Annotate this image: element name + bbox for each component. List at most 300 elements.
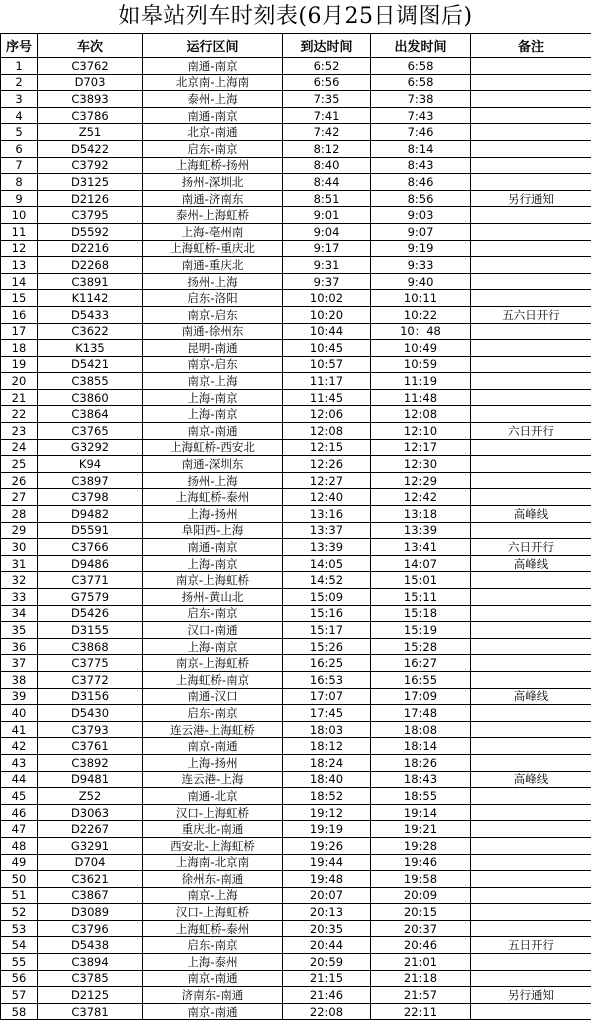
header-row: [1, 34, 591, 58]
cell-train-number: C3867: [38, 887, 143, 904]
cell-arrival: 12:06: [283, 406, 371, 423]
cell-route: 扬州-上海: [143, 273, 283, 290]
cell-departure: 20:15: [371, 904, 471, 921]
cell-route: 连云港-上海: [143, 771, 283, 788]
cell-remarks: [471, 589, 591, 606]
cell-departure: 20:37: [371, 920, 471, 937]
cell-departure: 18:08: [371, 721, 471, 738]
cell-train-number: C3621: [38, 871, 143, 888]
table-row: [1, 290, 591, 307]
cell-departure: 12:10: [371, 423, 471, 440]
cell-seq: 46: [1, 804, 38, 821]
cell-arrival: 18:24: [283, 754, 371, 771]
cell-arrival: 18:52: [283, 788, 371, 805]
cell-departure: 19:46: [371, 854, 471, 871]
cell-departure: 19:58: [371, 871, 471, 888]
cell-train-number: D9486: [38, 555, 143, 572]
table-row: [1, 1003, 591, 1020]
cell-train-number: C3868: [38, 638, 143, 655]
cell-arrival: 15:26: [283, 638, 371, 655]
cell-remarks: [471, 489, 591, 506]
cell-train-number: D5592: [38, 223, 143, 240]
cell-seq: 51: [1, 887, 38, 904]
cell-arrival: 13:37: [283, 522, 371, 539]
cell-remarks: [471, 174, 591, 191]
cell-remarks: [471, 522, 591, 539]
table-row: [1, 306, 591, 323]
cell-train-number: D5426: [38, 605, 143, 622]
cell-route: 南通-南京: [143, 107, 283, 124]
cell-remarks: [471, 389, 591, 406]
cell-remarks: [471, 240, 591, 257]
cell-arrival: 9:37: [283, 273, 371, 290]
cell-remarks: [471, 837, 591, 854]
cell-departure: 14:07: [371, 555, 471, 572]
cell-route: 启东-南京: [143, 605, 283, 622]
cell-route: 启东-南京: [143, 937, 283, 954]
cell-remarks: [471, 356, 591, 373]
table-row: [1, 140, 591, 157]
cell-route: 汉口-南通: [143, 622, 283, 639]
cell-remarks: [471, 904, 591, 921]
cell-arrival: 9:17: [283, 240, 371, 257]
cell-route: 上海虹桥-泰州: [143, 489, 283, 506]
table-row: [1, 954, 591, 971]
cell-arrival: 20:44: [283, 937, 371, 954]
cell-remarks: [471, 970, 591, 987]
cell-arrival: 10:44: [283, 323, 371, 340]
cell-train-number: C3771: [38, 572, 143, 589]
cell-arrival: 16:25: [283, 655, 371, 672]
cell-remarks: [471, 58, 591, 75]
cell-train-number: C3893: [38, 91, 143, 108]
cell-train-number: D5422: [38, 140, 143, 157]
cell-departure: 7:43: [371, 107, 471, 124]
cell-route: 阜阳西-上海: [143, 522, 283, 539]
cell-remarks: [471, 340, 591, 357]
cell-arrival: 9:31: [283, 257, 371, 274]
cell-departure: 11:48: [371, 389, 471, 406]
cell-route: 南通-南京: [143, 58, 283, 75]
cell-train-number: Z51: [38, 124, 143, 141]
cell-remarks: [471, 887, 591, 904]
table-row: [1, 423, 591, 440]
cell-arrival: 7:42: [283, 124, 371, 141]
cell-seq: 16: [1, 306, 38, 323]
header-train: 车次: [38, 34, 143, 58]
cell-seq: 29: [1, 522, 38, 539]
cell-remarks: 五六日开行: [471, 306, 591, 323]
cell-train-number: D3063: [38, 804, 143, 821]
table-row: [1, 257, 591, 274]
cell-arrival: 15:16: [283, 605, 371, 622]
cell-remarks: [471, 290, 591, 307]
cell-remarks: [471, 705, 591, 722]
cell-arrival: 18:40: [283, 771, 371, 788]
cell-seq: 10: [1, 207, 38, 224]
table-row: [1, 373, 591, 390]
cell-arrival: 10:02: [283, 290, 371, 307]
cell-train-number: G3292: [38, 439, 143, 456]
cell-route: 南京-启东: [143, 306, 283, 323]
table-row: [1, 190, 591, 207]
page-title: 如皋站列车时刻表(6月25日调图后): [0, 0, 591, 33]
cell-train-number: D2216: [38, 240, 143, 257]
cell-seq: 15: [1, 290, 38, 307]
cell-departure: 9:33: [371, 257, 471, 274]
cell-arrival: 12:27: [283, 472, 371, 489]
cell-train-number: C3786: [38, 107, 143, 124]
table-row: [1, 638, 591, 655]
cell-train-number: C3860: [38, 389, 143, 406]
cell-departure: 9:19: [371, 240, 471, 257]
cell-route: 北京南-上海南: [143, 74, 283, 91]
cell-departure: 6:58: [371, 58, 471, 75]
cell-departure: 10:22: [371, 306, 471, 323]
cell-arrival: 10:57: [283, 356, 371, 373]
table-row: [1, 273, 591, 290]
cell-train-number: C3775: [38, 655, 143, 672]
table-row: [1, 240, 591, 257]
cell-train-number: C3892: [38, 754, 143, 771]
cell-departure: 7:46: [371, 124, 471, 141]
cell-remarks: 高峰线: [471, 771, 591, 788]
cell-remarks: [471, 91, 591, 108]
cell-arrival: 20:13: [283, 904, 371, 921]
cell-train-number: D704: [38, 854, 143, 871]
cell-route: 南京-南通: [143, 1003, 283, 1020]
cell-remarks: [471, 107, 591, 124]
cell-remarks: [471, 207, 591, 224]
cell-train-number: D5591: [38, 522, 143, 539]
cell-train-number: C3781: [38, 1003, 143, 1020]
cell-train-number: D2268: [38, 257, 143, 274]
cell-departure: 18:26: [371, 754, 471, 771]
cell-remarks: [471, 257, 591, 274]
cell-arrival: 21:15: [283, 970, 371, 987]
cell-train-number: C3622: [38, 323, 143, 340]
cell-train-number: D2125: [38, 987, 143, 1004]
cell-departure: 21:18: [371, 970, 471, 987]
cell-route: 上海-泰州: [143, 954, 283, 971]
table-row: [1, 821, 591, 838]
cell-remarks: [471, 721, 591, 738]
cell-train-number: C3785: [38, 970, 143, 987]
cell-arrival: 12:08: [283, 423, 371, 440]
table-row: [1, 207, 591, 224]
cell-arrival: 14:05: [283, 555, 371, 572]
cell-departure: 18:14: [371, 738, 471, 755]
cell-route: 上海-扬州: [143, 506, 283, 523]
cell-seq: 55: [1, 954, 38, 971]
cell-departure: 8:56: [371, 190, 471, 207]
table-row: [1, 705, 591, 722]
table-row: [1, 688, 591, 705]
cell-route: 南京-上海虹桥: [143, 655, 283, 672]
cell-departure: 15:11: [371, 589, 471, 606]
cell-route: 南通-北京: [143, 788, 283, 805]
cell-seq: 43: [1, 754, 38, 771]
cell-seq: 6: [1, 140, 38, 157]
table-row: [1, 107, 591, 124]
cell-train-number: C3792: [38, 157, 143, 174]
cell-seq: 14: [1, 273, 38, 290]
table-row: [1, 622, 591, 639]
cell-seq: 8: [1, 174, 38, 191]
cell-route: 济南东-南通: [143, 987, 283, 1004]
cell-arrival: 9:04: [283, 223, 371, 240]
table-row: [1, 539, 591, 556]
cell-route: 扬州-黄山北: [143, 589, 283, 606]
cell-route: 泰州-上海虹桥: [143, 207, 283, 224]
cell-route: 徐州东-南通: [143, 871, 283, 888]
cell-remarks: 高峰线: [471, 688, 591, 705]
cell-route: 西安北-上海虹桥: [143, 837, 283, 854]
cell-arrival: 8:51: [283, 190, 371, 207]
table-row: [1, 74, 591, 91]
cell-arrival: 11:17: [283, 373, 371, 390]
cell-remarks: [471, 572, 591, 589]
cell-seq: 23: [1, 423, 38, 440]
cell-route: 上海虹桥-西安北: [143, 439, 283, 456]
cell-route: 南京-上海: [143, 887, 283, 904]
cell-seq: 54: [1, 937, 38, 954]
cell-train-number: C3894: [38, 954, 143, 971]
cell-departure: 19:14: [371, 804, 471, 821]
table-row: [1, 456, 591, 473]
cell-remarks: [471, 871, 591, 888]
cell-remarks: [471, 920, 591, 937]
cell-remarks: [471, 273, 591, 290]
cell-seq: 1: [1, 58, 38, 75]
cell-route: 南京-上海虹桥: [143, 572, 283, 589]
table-row: [1, 837, 591, 854]
table-row: [1, 721, 591, 738]
cell-seq: 19: [1, 356, 38, 373]
cell-seq: 37: [1, 655, 38, 672]
cell-route: 泰州-上海: [143, 91, 283, 108]
cell-train-number: D3125: [38, 174, 143, 191]
cell-arrival: 12:26: [283, 456, 371, 473]
cell-arrival: 19:26: [283, 837, 371, 854]
cell-route: 汉口-上海虹桥: [143, 904, 283, 921]
cell-remarks: [471, 223, 591, 240]
cell-route: 扬州-深圳北: [143, 174, 283, 191]
cell-departure: 21:57: [371, 987, 471, 1004]
cell-arrival: 12:40: [283, 489, 371, 506]
table-row: [1, 522, 591, 539]
cell-seq: 34: [1, 605, 38, 622]
cell-train-number: K94: [38, 456, 143, 473]
cell-departure: 10:49: [371, 340, 471, 357]
cell-seq: 17: [1, 323, 38, 340]
cell-remarks: 另行通知: [471, 987, 591, 1004]
cell-train-number: D9482: [38, 506, 143, 523]
cell-route: 汉口-上海虹桥: [143, 804, 283, 821]
cell-train-number: G7579: [38, 589, 143, 606]
cell-seq: 50: [1, 871, 38, 888]
cell-departure: 10：48: [371, 323, 471, 340]
cell-remarks: 六日开行: [471, 539, 591, 556]
cell-arrival: 10:20: [283, 306, 371, 323]
cell-route: 南京-南通: [143, 738, 283, 755]
table-row: [1, 555, 591, 572]
table-row: [1, 937, 591, 954]
cell-arrival: 17:07: [283, 688, 371, 705]
cell-departure: 11:19: [371, 373, 471, 390]
table-row: [1, 970, 591, 987]
cell-route: 启东-南京: [143, 140, 283, 157]
cell-seq: 28: [1, 506, 38, 523]
cell-departure: 17:48: [371, 705, 471, 722]
table-row: [1, 871, 591, 888]
cell-train-number: C3761: [38, 738, 143, 755]
cell-departure: 7:38: [371, 91, 471, 108]
cell-route: 上海-南京: [143, 406, 283, 423]
cell-seq: 39: [1, 688, 38, 705]
cell-route: 上海虹桥-扬州: [143, 157, 283, 174]
cell-train-number: C3796: [38, 920, 143, 937]
cell-departure: 22:11: [371, 1003, 471, 1020]
cell-train-number: C3864: [38, 406, 143, 423]
cell-arrival: 18:03: [283, 721, 371, 738]
cell-remarks: [471, 622, 591, 639]
cell-route: 南京-启东: [143, 356, 283, 373]
table-row: [1, 655, 591, 672]
cell-departure: 18:55: [371, 788, 471, 805]
cell-seq: 53: [1, 920, 38, 937]
cell-train-number: C3765: [38, 423, 143, 440]
cell-train-number: G3291: [38, 837, 143, 854]
cell-departure: 15:18: [371, 605, 471, 622]
table-row: [1, 489, 591, 506]
table-row: [1, 174, 591, 191]
cell-departure: 16:55: [371, 671, 471, 688]
cell-seq: 31: [1, 555, 38, 572]
cell-route: 昆明-南通: [143, 340, 283, 357]
cell-seq: 32: [1, 572, 38, 589]
cell-departure: 16:27: [371, 655, 471, 672]
cell-train-number: K1142: [38, 290, 143, 307]
table-row: [1, 506, 591, 523]
cell-departure: 19:28: [371, 837, 471, 854]
cell-departure: 10:11: [371, 290, 471, 307]
cell-train-number: C3795: [38, 207, 143, 224]
cell-arrival: 20:07: [283, 887, 371, 904]
cell-departure: 13:41: [371, 539, 471, 556]
cell-arrival: 17:45: [283, 705, 371, 722]
cell-arrival: 6:52: [283, 58, 371, 75]
cell-train-number: D3089: [38, 904, 143, 921]
table-row: [1, 804, 591, 821]
cell-arrival: 13:39: [283, 539, 371, 556]
cell-seq: 24: [1, 439, 38, 456]
cell-arrival: 13:16: [283, 506, 371, 523]
cell-train-number: D5433: [38, 306, 143, 323]
cell-seq: 12: [1, 240, 38, 257]
table-row: [1, 340, 591, 357]
cell-arrival: 19:48: [283, 871, 371, 888]
cell-seq: 33: [1, 589, 38, 606]
cell-seq: 13: [1, 257, 38, 274]
cell-seq: 49: [1, 854, 38, 871]
cell-remarks: 六日开行: [471, 423, 591, 440]
cell-arrival: 9:01: [283, 207, 371, 224]
cell-remarks: 高峰线: [471, 555, 591, 572]
table-row: [1, 738, 591, 755]
cell-route: 南通-济南东: [143, 190, 283, 207]
cell-seq: 25: [1, 456, 38, 473]
cell-remarks: [471, 638, 591, 655]
cell-remarks: 高峰线: [471, 506, 591, 523]
cell-remarks: [471, 323, 591, 340]
cell-route: 北京-南通: [143, 124, 283, 141]
cell-route: 启东-南京: [143, 705, 283, 722]
cell-route: 上海-南京: [143, 555, 283, 572]
cell-departure: 9:40: [371, 273, 471, 290]
cell-seq: 40: [1, 705, 38, 722]
cell-route: 上海-南京: [143, 638, 283, 655]
cell-seq: 3: [1, 91, 38, 108]
cell-departure: 13:39: [371, 522, 471, 539]
cell-departure: 12:30: [371, 456, 471, 473]
cell-route: 上海-亳州南: [143, 223, 283, 240]
cell-seq: 20: [1, 373, 38, 390]
cell-seq: 35: [1, 622, 38, 639]
cell-route: 上海虹桥-泰州: [143, 920, 283, 937]
cell-train-number: Z52: [38, 788, 143, 805]
cell-remarks: [471, 157, 591, 174]
cell-route: 扬州-上海: [143, 472, 283, 489]
cell-seq: 41: [1, 721, 38, 738]
table-row: [1, 904, 591, 921]
cell-seq: 9: [1, 190, 38, 207]
cell-route: 南通-汉口: [143, 688, 283, 705]
cell-arrival: 8:40: [283, 157, 371, 174]
cell-remarks: [471, 804, 591, 821]
cell-route: 南京-南通: [143, 970, 283, 987]
cell-remarks: [471, 671, 591, 688]
cell-train-number: C3793: [38, 721, 143, 738]
cell-seq: 5: [1, 124, 38, 141]
cell-arrival: 20:59: [283, 954, 371, 971]
cell-seq: 2: [1, 74, 38, 91]
cell-train-number: C3855: [38, 373, 143, 390]
cell-departure: 20:46: [371, 937, 471, 954]
header-remarks: 备注: [471, 34, 591, 58]
cell-arrival: 19:12: [283, 804, 371, 821]
table-body: [1, 58, 591, 1020]
cell-remarks: [471, 140, 591, 157]
cell-train-number: C3772: [38, 671, 143, 688]
cell-remarks: [471, 655, 591, 672]
cell-remarks: [471, 373, 591, 390]
table-row: [1, 472, 591, 489]
cell-train-number: K135: [38, 340, 143, 357]
cell-departure: 9:03: [371, 207, 471, 224]
cell-remarks: [471, 472, 591, 489]
cell-arrival: 6:56: [283, 74, 371, 91]
cell-arrival: 15:09: [283, 589, 371, 606]
cell-arrival: 14:52: [283, 572, 371, 589]
cell-seq: 22: [1, 406, 38, 423]
cell-seq: 18: [1, 340, 38, 357]
cell-train-number: C3762: [38, 58, 143, 75]
cell-seq: 11: [1, 223, 38, 240]
cell-train-number: D703: [38, 74, 143, 91]
cell-seq: 42: [1, 738, 38, 755]
cell-route: 南通-深圳东: [143, 456, 283, 473]
